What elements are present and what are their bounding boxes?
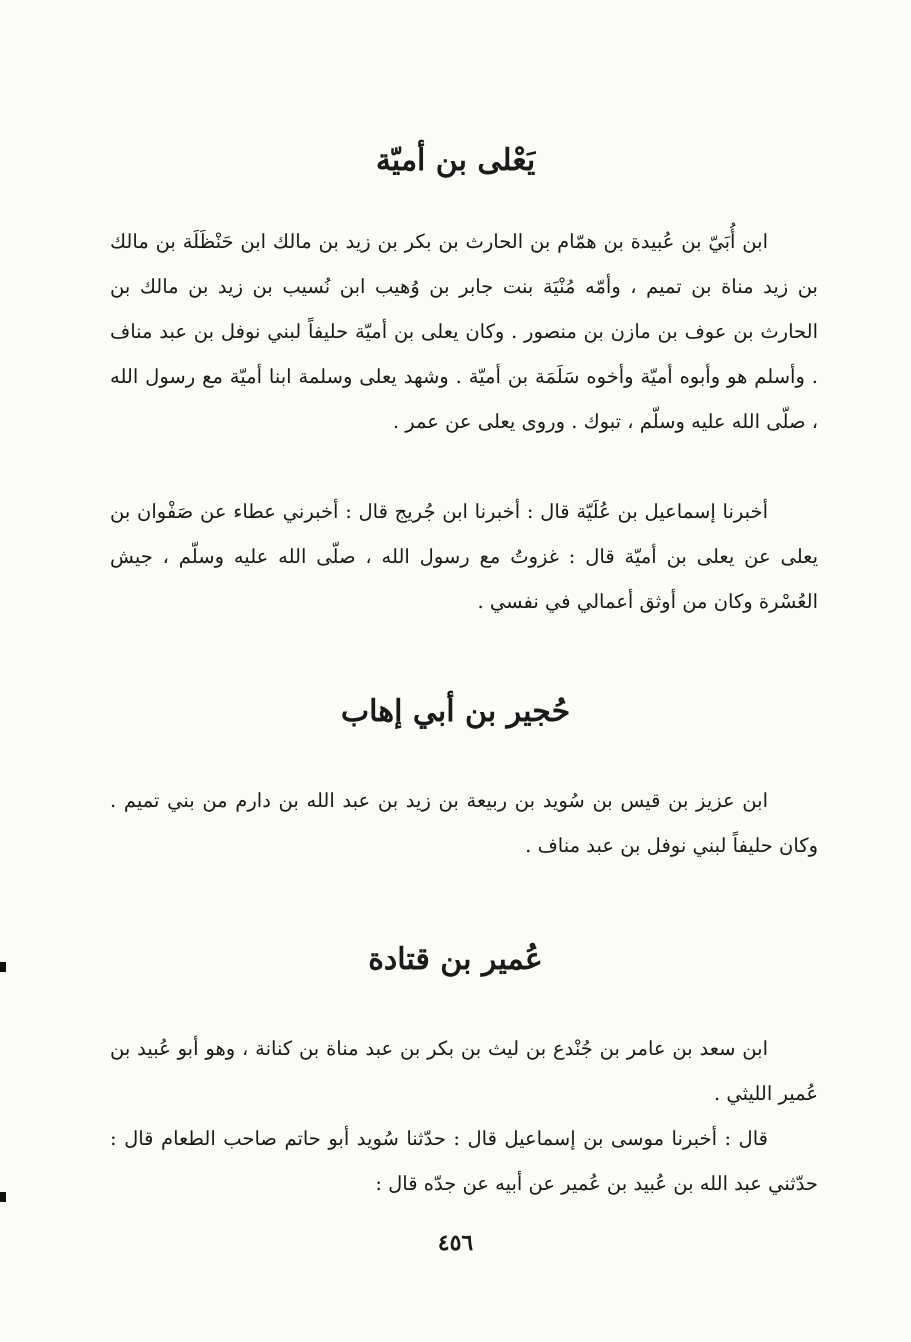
scan-edge-mark xyxy=(0,962,6,972)
scan-edge-mark xyxy=(0,1192,6,1202)
paragraph-umayr-lineage xyxy=(110,1026,818,1116)
paragraph-text: أخبرنا إسماعيل بن عُلَيّة قال : أخبرنا ابن جُريج قال : أخبرني عطاء عن صَفْوان بن يعلى عن يعلى بن أميّة قال : غزوتُ مع رسول الله ، صلّى الله عليه وسلّم ، جيش العُسْرة وكان من أوثق أعمالي في نفسي . xyxy=(110,500,818,613)
paragraph-text: ابن سعد بن عامر بن جُنْدع بن ليث بن بكر بن عبد مناة بن كنانة ، وهو أبو عُبيد بن عُمير الليثي . xyxy=(110,1037,818,1105)
page-number: ٤٥٦ xyxy=(437,1230,474,1256)
paragraph-yala-lineage xyxy=(110,219,818,444)
paragraph-yala-hadith xyxy=(110,489,818,624)
paragraph-text: قال : أخبرنا موسى بن إسماعيل قال : حدّثنا سُويد أبو حاتم صاحب الطعام قال : حدّثني عبد الله بن عُبيد بن عُمير عن أبيه عن جدّه قال : xyxy=(110,1127,818,1195)
section-title-hujayr: حُجير بن أبي إهاب xyxy=(340,694,571,729)
paragraph-text: ابن عزيز بن قيس بن سُويد بن ربيعة بن زيد بن عبد الله بن دارم من بني تميم . وكان حليفاً لبني نوفل بن عبد مناف . xyxy=(110,789,818,857)
section-title-umayr: عُمير بن قتادة xyxy=(368,942,543,977)
section-title-yala: يَعْلى بن أميّة xyxy=(375,143,536,178)
paragraph-hujayr-lineage xyxy=(110,778,818,868)
paragraph-umayr-hadith xyxy=(110,1116,818,1206)
paragraph-text: ابن أُبَيّ بن عُبيدة بن همّام بن الحارث بن بكر بن زيد بن مالك ابن حَنْظَلَة بن مالك بن زيد مناة بن تميم ، وأمّه مُنْيَة بنت جابر بن وُهيب ابن نُسيب بن زيد بن مالك بن الحارث بن عوف بن مازن بن منصور . وكان يعلى بن أميّة حليفاً لبني نوفل بن عبد مناف . وأسلم هو وأبوه أميّة وأخوه سَلَمَة بن أميّة . وشهد يعلى وسلمة ابنا أميّة مع رسول الله ، صلّى الله عليه وسلّم ، تبوك . وروى يعلى عن عمر . xyxy=(110,230,818,433)
